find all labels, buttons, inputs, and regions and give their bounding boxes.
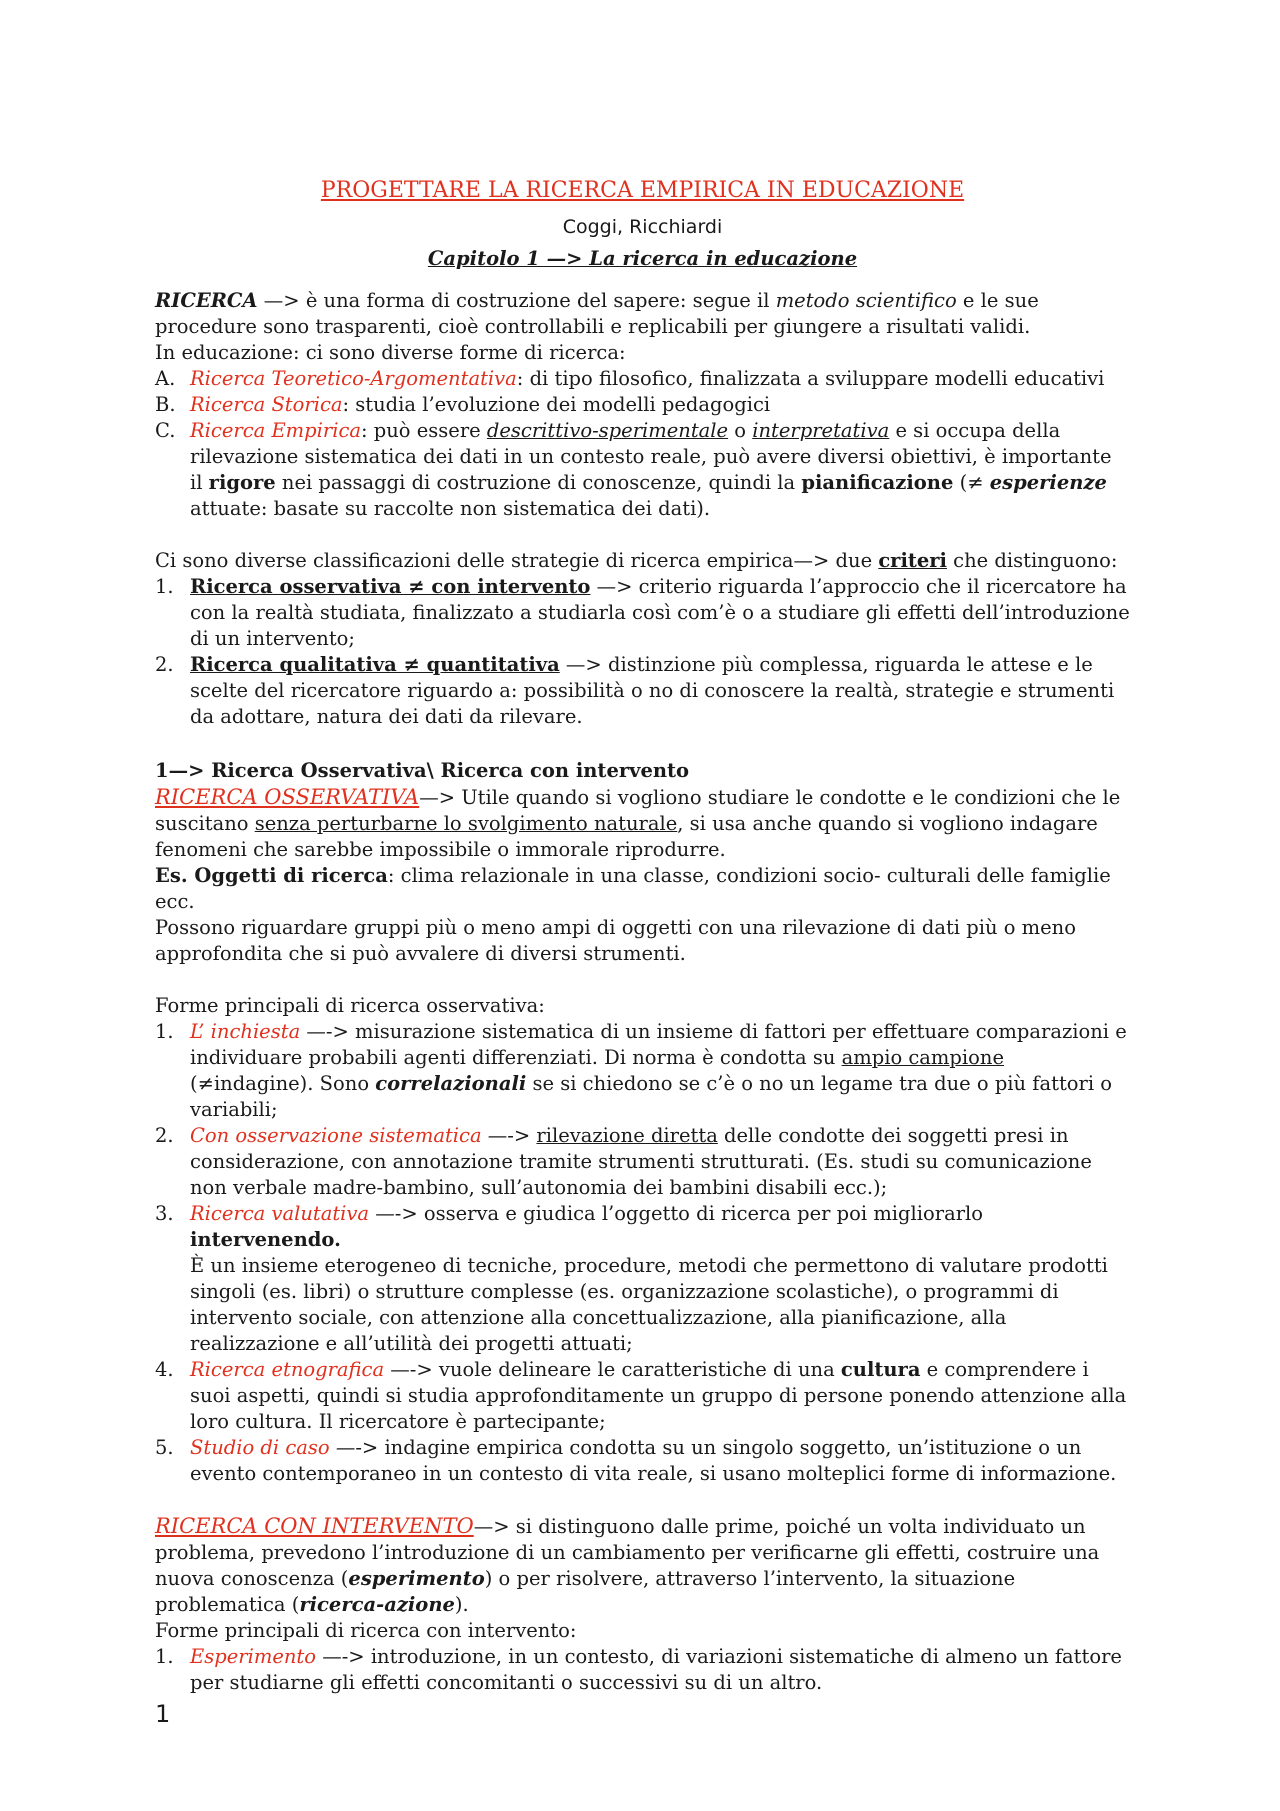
- groups-paragraph: Possono riguardare gruppi più o meno ampi di oggetti con una rilevazione di dati più o meno approfondita che si può avvalere di diversi strumenti.: [155, 916, 1076, 965]
- list-item: [155, 1644, 1130, 1696]
- intervention-forms-intro: Forme principali di ricerca con intervento:: [155, 1619, 577, 1642]
- form-text: : studia l’evoluzione dei modelli pedagogici: [342, 393, 771, 416]
- form-name: Ricerca valutativa: [190, 1202, 370, 1225]
- intro-term: RICERCA: [155, 289, 258, 312]
- list-marker: 2.: [155, 653, 174, 676]
- observative-text: senza perturbarne lo svolgimento naturale: [254, 812, 678, 835]
- form-text: descrittivo-sperimentale: [486, 419, 729, 442]
- criteria-text: criteri: [878, 549, 947, 572]
- list-item: [155, 1201, 1130, 1357]
- criterion-name: Ricerca qualitativa ≠ quantitativa: [190, 653, 560, 676]
- form-name: Esperimento: [190, 1645, 316, 1668]
- page-number: 1: [155, 1700, 171, 1728]
- form-text: : può essere: [361, 419, 487, 442]
- observative-text: —> Utile quando si vogliono studiare le condotte e le condizioni che le suscitano: [155, 786, 1121, 835]
- page-content: [155, 176, 1130, 1696]
- observative-heading: RICERCA OSSERVATIVA: [155, 785, 420, 809]
- form-text: pianificazione: [801, 471, 954, 494]
- form-text: —-> indagine empirica condotta su un singolo soggetto, un’istituzione o un evento contemporaneo in un contesto di vita reale, si usano molteplici forme di informazione.: [190, 1436, 1117, 1485]
- list-marker: 3.: [155, 1202, 174, 1225]
- form-text: —-> misurazione sistematica di un insieme di fattori per effettuare comparazioni e individuare probabili agenti differenziati. Di norma è condotta su: [190, 1020, 1127, 1069]
- criteria-text: che distinguono:: [946, 549, 1118, 572]
- list-marker: B.: [155, 393, 176, 416]
- form-text: rilevazione diretta: [536, 1124, 718, 1147]
- intervention-paragraph: [155, 1513, 1130, 1618]
- observative-paragraph: [155, 784, 1130, 863]
- intro-method: metodo scientifico: [775, 289, 957, 312]
- observative-text: , si usa anche quando si vogliono indagare fenomeni che sarebbe impossibile o immorale riprodurre.: [155, 812, 1098, 861]
- forms-intro: In educazione: ci sono diverse forme di ricerca:: [155, 341, 626, 364]
- list-item: [155, 652, 1130, 730]
- form-text: nei passaggi di costruzione di conoscenze, quindi la: [275, 471, 802, 494]
- list-marker: 4.: [155, 1358, 174, 1381]
- form-text: —->: [481, 1124, 537, 1147]
- form-text: delle condotte dei soggetti presi in considerazione, con annotazione tramite strumenti strutturati. (Es. studi su comunicazione non verbale madre-bambino, sull’autonomia dei bambini disabili ecc.);: [190, 1124, 1092, 1199]
- form-text: correlazionali: [375, 1072, 527, 1095]
- example-paragraph: [155, 863, 1130, 915]
- form-text: (≠indagine). Sono: [190, 1072, 376, 1095]
- form-text: se si chiedono se c’è o no un legame tra due o più fattori o variabili;: [190, 1072, 1113, 1121]
- list-item: [155, 366, 1130, 392]
- list-marker: 1.: [155, 575, 174, 598]
- criteria-text: Ci sono diverse classificazioni delle strategie di ricerca empirica—> due: [155, 549, 879, 572]
- chapter-heading: Capitolo 1 —> La ricerca in educazione: [427, 247, 858, 270]
- form-text: —-> osserva e giudica l’oggetto di ricerca per poi migliorarlo: [369, 1202, 983, 1225]
- intro-paragraph: [155, 288, 1130, 340]
- form-text: esperienze: [989, 471, 1107, 494]
- form-text: intervenendo.: [190, 1228, 341, 1251]
- form-text: —-> introduzione, in un contesto, di variazioni sistematiche di almeno un fattore per studiarne gli effetti concomitanti o successivi su di un altro.: [190, 1645, 1122, 1694]
- form-text: rigore: [208, 471, 276, 494]
- criteria-intro: [155, 548, 1130, 574]
- form-name: Studio di caso: [190, 1436, 330, 1459]
- intervention-text: ) o per risolvere, attraverso l’intervento, la situazione problematica (: [155, 1567, 1016, 1616]
- form-text: È un insieme eterogeneo di tecniche, procedure, metodi che permettono di valutare prodotti singoli (es. libri) o strutture complesse (es. organizzazione scolastiche), o programmi di intervento sociale, con attenzione alla concettualizzazione, alla pianificazione, alla realizzazione e all’utilità dei progetti attuati;: [190, 1254, 1108, 1355]
- observative-forms-intro: Forme principali di ricerca osservativa:: [155, 994, 545, 1017]
- authors: Coggi, Ricchiardi: [562, 216, 723, 238]
- form-text: : di tipo filosofico, finalizzata a sviluppare modelli educativi: [516, 367, 1105, 390]
- intervention-forms-list: [155, 1644, 1130, 1696]
- observative-forms-list: [155, 1019, 1130, 1487]
- criterion-name: Ricerca osservativa ≠ con intervento: [190, 575, 591, 598]
- intro-rest: e le sue procedure sono trasparenti, cioè controllabili e replicabili per giungere a risultati validi.: [155, 289, 1039, 338]
- list-item: [155, 1019, 1130, 1123]
- form-text: ampio campione: [841, 1046, 1004, 1069]
- form-name: Ricerca Empirica: [190, 419, 361, 442]
- intervention-text: —> si distinguono dalle prime, poiché un volta individuato un problema, prevedono l’introduzione di un cambiamento per verificarne gli effetti, costruire una nuova conoscenza (: [155, 1515, 1100, 1590]
- form-text: cultura: [840, 1358, 921, 1381]
- list-item: [155, 1357, 1130, 1435]
- list-item: [155, 1123, 1130, 1201]
- form-text: —-> vuole delineare le caratteristiche di una: [384, 1358, 841, 1381]
- list-marker: 2.: [155, 1124, 174, 1147]
- intervention-text: ).: [454, 1593, 469, 1616]
- document-title: PROGETTARE LA RICERCA EMPIRICA IN EDUCAZIONE: [320, 178, 965, 203]
- list-item: [155, 418, 1130, 522]
- intervention-text: ricerca-azione: [299, 1593, 455, 1616]
- list-marker: A.: [155, 367, 176, 390]
- criterion-text: —> criterio riguarda l’approccio che il ricercatore ha con la realtà studiata, finalizzato a studiarla così com’è o a studiare gli effetti dell’introduzione di un intervento;: [190, 575, 1130, 650]
- list-item: [155, 392, 1130, 418]
- list-marker: 1.: [155, 1645, 174, 1668]
- criterion-text: —> distinzione più complessa, riguarda le attese e le scelte del ricercatore riguardo a: possibilità o no di conoscere la realtà, strategie e strumenti da adottare, natura dei dati da rilevare.: [190, 653, 1115, 728]
- example-label: Es. Oggetti di ricerca: [155, 864, 388, 887]
- intro-text: —> è una forma di costruzione del sapere: segue il: [257, 289, 776, 312]
- example-text: : clima relazionale in una classe, condizioni socio- culturali delle famiglie ecc.: [155, 864, 1111, 913]
- form-text: attuate: basate su raccolte non sistematica dei dati).: [190, 497, 711, 520]
- research-forms-list: [155, 366, 1130, 522]
- list-marker: 5.: [155, 1436, 174, 1459]
- list-marker: 1.: [155, 1020, 174, 1043]
- intervention-heading: RICERCA CON INTERVENTO: [155, 1514, 474, 1538]
- form-text: o: [728, 419, 753, 442]
- form-name: Con osservazione sistematica: [190, 1124, 482, 1147]
- form-name: Ricerca etnografica: [190, 1358, 385, 1381]
- list-item: [155, 1435, 1130, 1487]
- form-name: Ricerca Storica: [190, 393, 343, 416]
- criteria-list: [155, 574, 1130, 730]
- intervention-text: esperimento: [348, 1567, 485, 1590]
- form-text: (≠: [953, 471, 990, 494]
- form-text: interpretativa: [752, 419, 890, 442]
- form-name: Ricerca Teoretico-Argomentativa: [190, 367, 517, 390]
- list-item: [155, 574, 1130, 652]
- form-text: e si occupa della rilevazione sistematica dei dati in un contesto reale, può avere diversi obiettivi, è importante il: [190, 419, 1112, 494]
- form-name: L’ inchiesta: [190, 1020, 301, 1043]
- list-marker: C.: [155, 419, 176, 442]
- form-text: e comprendere i suoi aspetti, quindi si studia approfonditamente un gruppo di persone ponendo attenzione alla loro cultura. Il ricercatore è partecipante;: [190, 1358, 1127, 1433]
- section-heading: 1—> Ricerca Osservativa\ Ricerca con intervento: [155, 759, 690, 782]
